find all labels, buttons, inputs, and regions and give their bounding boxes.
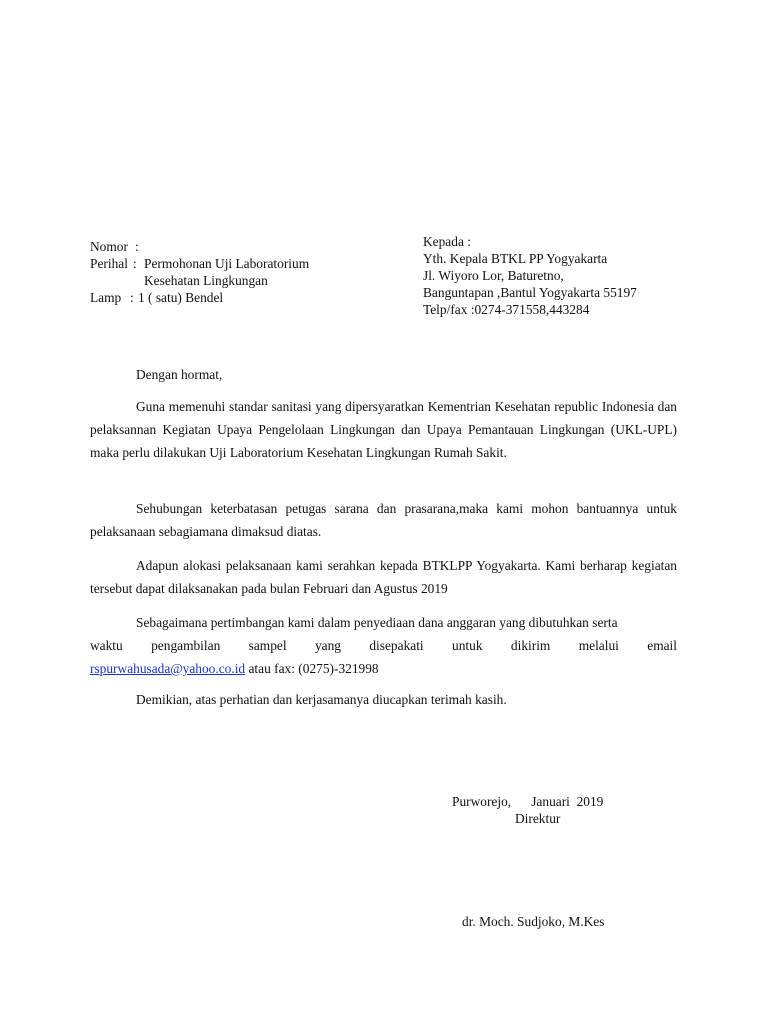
- fax-text: atau fax: (0275)-321998: [245, 661, 379, 676]
- recipient-line-2: Jl. Wiyoro Lor, Baturetno,: [423, 268, 564, 283]
- signatory-name: dr. Moch. Sudjoko, M.Kes: [462, 914, 605, 929]
- paragraph-4-line-1-text: Sebagaimana pertimbangan kami dalam penyediaan dana anggaran yang dibutuhkan serta: [136, 615, 618, 630]
- perihal-label: Perihal: [90, 256, 128, 271]
- nomor-sep: :: [135, 239, 139, 254]
- recipient-block: [423, 233, 637, 318]
- perihal-value: Permohonan Uji Laboratorium: [144, 256, 310, 271]
- paragraph-4-line-2: waktu pengambilan sampel yang disepakati untuk dikirim melalui email: [90, 638, 677, 653]
- recipient-line-3: Banguntapan ,Bantul Yogyakarta 55197: [423, 285, 637, 300]
- nomor-label: Nomor: [90, 239, 128, 254]
- paragraph-5: Demikian, atas perhatian dan kerjasamanya diucapkan terimah kasih.: [136, 692, 507, 707]
- greeting: Dengan hormat,: [136, 367, 223, 382]
- paragraph-2-text: Sehubungan keterbatasan petugas sarana dan prasarana,maka kami mohon bantuannya untuk pelaksanaan sebagiamana dimaksud diatas.: [90, 501, 677, 539]
- recipient-line-1: Yth. Kepala BTKL PP Yogyakarta: [423, 251, 608, 266]
- lamp-sep: :: [130, 290, 134, 305]
- perihal-value-2: Kesehatan Lingkungan: [144, 273, 268, 288]
- paragraph-1-text: Guna memenuhi standar sanitasi yang dipersyaratkan Kementrian Kesehatan republic Indonesia dan pelaksannan Kegiatan Upaya Pengelolaan Lingkungan dan Upaya Pemantauan Lingkungan (UKL-UPL) maka perlu dilakukan Uji Laboratorium Kesehatan Lingkungan Rumah Sakit.: [90, 399, 677, 460]
- paragraph-3: [90, 554, 677, 600]
- paragraph-2: [90, 497, 677, 543]
- paragraph-4-line-1: [90, 611, 677, 634]
- paragraph-1: [90, 395, 677, 464]
- lamp-value: 1 ( satu) Bendel: [138, 290, 224, 305]
- paragraph-4: [90, 611, 677, 680]
- paragraph-3-text: Adapun alokasi pelaksanaan kami serahkan kepada BTKLPP Yogyakarta. Kami berharap kegiatan tersebut dapat dilaksanakan pada bulan Februari dan Agustus 2019: [90, 558, 677, 596]
- recipient-line-4: Telp/fax :0274-371558,443284: [423, 302, 590, 317]
- lamp-label: Lamp: [90, 290, 122, 305]
- signatory-title: Direktur: [515, 811, 561, 826]
- place-date: Purworejo, Januari 2019: [452, 794, 604, 809]
- recipient-kepada: Kepada :: [423, 234, 471, 249]
- paragraph-4-line-3: [90, 657, 677, 680]
- email-link[interactable]: rspurwahusada@yahoo.co.id: [90, 661, 246, 676]
- perihal-sep: :: [133, 256, 137, 271]
